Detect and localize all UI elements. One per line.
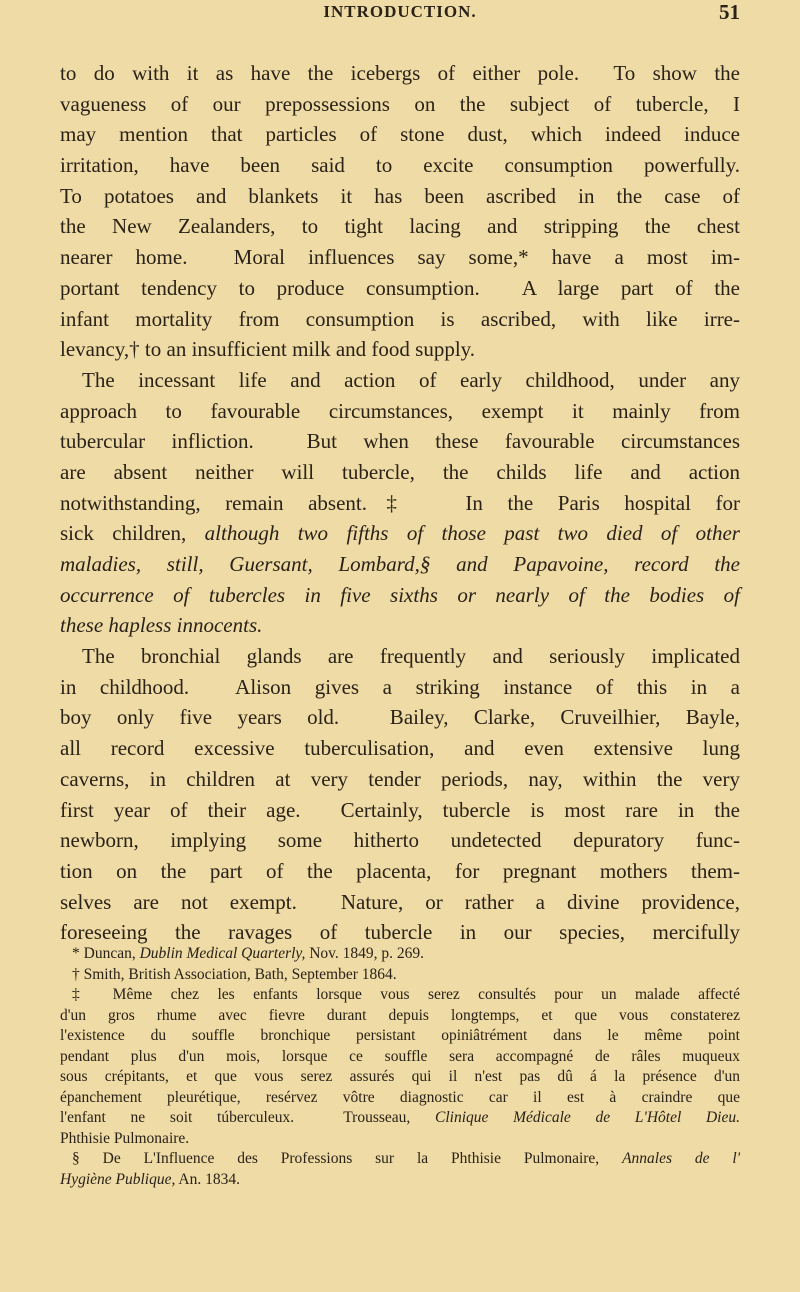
footnote-line [60, 1170, 740, 1191]
text-line [60, 641, 740, 672]
text-segment: first year of their age. Certainly, tubercle is most rare in the [60, 797, 740, 822]
text-line [60, 702, 740, 733]
body-text [60, 58, 740, 948]
text-segment: newborn, implying some hitherto undetected depuratory func- [60, 828, 740, 853]
text-segment: sick children, [60, 521, 205, 546]
text-segment: all record excessive tuberculisation, and even extensive lung [60, 736, 740, 761]
text-segment: nearer home. Moral influences say some,* have a most im- [60, 245, 740, 270]
text-segment: * Duncan, [72, 945, 140, 962]
footnote-line [60, 985, 740, 1006]
text-segment: irritation, have been said to excite consumption powerfully. [60, 153, 740, 178]
italic-text: these hapless innocents. [60, 613, 263, 638]
footnote-line [60, 1088, 740, 1109]
footnote-line [60, 1067, 740, 1088]
text-segment: to do with it as have the icebergs of either pole. To show the [60, 61, 740, 85]
text-segment: l'enfant ne soit túberculeux. Trousseau, [60, 1109, 436, 1126]
page-number: 51 [719, 0, 740, 24]
text-line [60, 273, 740, 304]
text-line [60, 334, 740, 365]
text-line [60, 365, 740, 396]
running-head: INTRODUCTION. [323, 2, 477, 21]
text-segment: épanchement pleurétique, resérvez vôtre diagnostic car il est à craindre que [60, 1088, 740, 1106]
text-segment: infant mortality from consumption is ascribed, with like irre- [60, 306, 740, 331]
text-line [60, 518, 740, 549]
text-line [60, 610, 740, 641]
text-line [60, 396, 740, 427]
italic-text: Hygiène Publique, [60, 1170, 176, 1188]
text-segment: Nov. 1849, p. 269. [305, 945, 425, 962]
footnote-line [60, 1108, 740, 1129]
text-segment: An. 1834. [175, 1170, 240, 1188]
text-segment: are absent neither will tubercle, the childs life and action [60, 459, 740, 484]
text-segment: ‡ Même chez les enfants lorsque vous serez consultés pour un malade affecté [72, 986, 740, 1003]
text-segment: The incessant life and action of early childhood, under any [82, 367, 740, 392]
footnote-line [60, 1006, 740, 1027]
text-segment: tion on the part of the placenta, for pregnant mothers them- [60, 858, 740, 883]
text-line [60, 825, 740, 856]
text-line [60, 764, 740, 795]
text-line [60, 89, 740, 120]
text-line [60, 426, 740, 457]
text-line [60, 672, 740, 703]
footnote-line [60, 1149, 740, 1170]
footnote-line [60, 1047, 740, 1068]
text-segment: caverns, in children at very tender periods, nay, within the very [60, 766, 740, 791]
text-line [60, 58, 740, 89]
text-segment: The bronchial glands are frequently and seriously implicated [82, 644, 740, 669]
text-segment: pendant plus d'un mois, lorsque ce souffle sera accompagné de râles muqueux [60, 1047, 740, 1065]
text-line [60, 580, 740, 611]
text-segment: vagueness of our prepossessions on the subject of tubercle, I [60, 91, 740, 116]
text-segment: selves are not exempt. Nature, or rather a divine providence, [60, 889, 740, 914]
text-segment: tubercular infliction. But when these favourable circumstances [60, 429, 740, 454]
text-segment: notwithstanding, remain absent.‡ In the Paris hospital for [60, 490, 740, 515]
text-segment: foreseeing the ravages of tubercle in our species, mercifully [60, 920, 740, 945]
text-segment: To potatoes and blankets it has been ascribed in the case of [60, 183, 740, 208]
text-segment: l'existence du souffle bronchique persistant opiniâtrément dans le même point [60, 1027, 740, 1044]
italic-text: occurrence of tubercles in five sixths or nearly of the bodies of [60, 582, 740, 607]
footnote-line [60, 965, 740, 986]
text-line [60, 733, 740, 764]
text-segment: in childhood. Alison gives a striking instance of this in a [60, 674, 740, 699]
footnote-line [60, 944, 740, 965]
text-segment: † Smith, British Association, Bath, September 1864. [72, 965, 397, 983]
footnote-line [60, 1129, 740, 1150]
text-line [60, 304, 740, 335]
italic-text: Annales de l' [622, 1150, 741, 1167]
text-segment: d'un gros rhume avec fievre durant depuis longtemps, et que vous constaterez [60, 1006, 740, 1024]
footnote-line [60, 1026, 740, 1047]
text-segment: Phthisie Pulmonaire. [60, 1129, 190, 1147]
text-line [60, 549, 740, 580]
text-segment: portant tendency to produce consumption. A large part of the [60, 275, 740, 300]
text-segment: sous crépitants, et que vous serez assurés qui il n'est pas dû á la présence d'un [60, 1068, 740, 1085]
text-line [60, 181, 740, 212]
text-segment: may mention that particles of stone dust, which indeed induce [60, 122, 740, 147]
text-line [60, 887, 740, 918]
text-line [60, 795, 740, 826]
text-segment: approach to favourable circumstances, exempt it mainly from [60, 398, 740, 423]
footnotes [60, 944, 740, 1190]
text-line [60, 150, 740, 181]
text-segment: boy only five years old. Bailey, Clarke, Cruveilhier, Bayle, [60, 705, 740, 730]
text-segment: the New Zealanders, to tight lacing and stripping the chest [60, 214, 740, 239]
text-line [60, 488, 740, 519]
italic-text: Clinique Médicale de L'Hôtel Dieu. [435, 1109, 740, 1126]
text-line [60, 457, 740, 488]
text-segment: § De L'Influence des Professions sur la Phthisie Pulmonaire, [72, 1150, 623, 1167]
italic-text: Dublin Medical Quarterly, [139, 945, 306, 962]
italic-text: although two fifths of those past two died of other [204, 521, 740, 546]
text-line [60, 211, 740, 242]
text-line [60, 856, 740, 887]
text-line [60, 242, 740, 273]
page-header [60, 0, 740, 26]
text-line [60, 119, 740, 150]
text-segment: levancy,† to an insufficient milk and food supply. [60, 337, 476, 362]
italic-text: maladies, still, Guersant, Lombard,§ and Papavoine, record the [60, 552, 740, 576]
